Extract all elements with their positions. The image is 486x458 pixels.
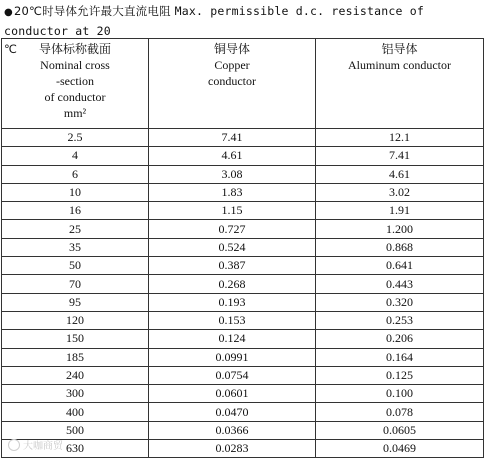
cell-section: 2.5 (2, 129, 149, 147)
cell-aluminum: 12.1 (316, 129, 484, 147)
cell-copper: 0.0991 (149, 348, 316, 366)
cell-aluminum: 1.91 (316, 202, 484, 220)
header-copper (149, 39, 316, 129)
table-row (2, 366, 484, 384)
cell-aluminum: 4.61 (316, 165, 484, 183)
cell-copper: 0.268 (149, 275, 316, 293)
caption-unit: ℃ (4, 42, 18, 56)
watermark-text: 大咖商贸 (23, 441, 63, 452)
cell-section: 70 (2, 275, 149, 293)
header-section-cn: 导体标称截面 (38, 42, 111, 56)
cell-copper: 0.0601 (149, 385, 316, 403)
table-row (2, 293, 484, 311)
cell-copper: 0.0283 (149, 440, 316, 458)
cell-aluminum: 1.200 (316, 220, 484, 238)
cell-aluminum: 0.100 (316, 385, 484, 403)
cell-aluminum: 0.253 (316, 311, 484, 329)
table-row (2, 330, 484, 348)
cell-section: 400 (2, 403, 149, 421)
cell-aluminum: 0.164 (316, 348, 484, 366)
cell-aluminum: 0.0469 (316, 440, 484, 458)
cell-section: 35 (2, 238, 149, 256)
table-row (2, 311, 484, 329)
table-row (2, 238, 484, 256)
cell-copper: 0.0470 (149, 403, 316, 421)
cell-aluminum: 7.41 (316, 147, 484, 165)
header-aluminum-cn: 铝导体 (381, 42, 418, 56)
table-row (2, 129, 484, 147)
header-copper-en: Copper conductor (208, 58, 256, 88)
cell-copper: 0.124 (149, 330, 316, 348)
cell-aluminum: 0.320 (316, 293, 484, 311)
cell-section: 4 (2, 147, 149, 165)
resistance-table (1, 38, 484, 458)
table-row (2, 202, 484, 220)
cell-section: 630 (2, 440, 149, 458)
table-row (2, 147, 484, 165)
cell-copper: 4.61 (149, 147, 316, 165)
cell-aluminum: 0.078 (316, 403, 484, 421)
cell-section: 50 (2, 257, 149, 275)
cell-copper: 0.387 (149, 257, 316, 275)
cell-copper: 3.08 (149, 165, 316, 183)
cell-section: 185 (2, 348, 149, 366)
cell-section: 6 (2, 165, 149, 183)
table-row (2, 385, 484, 403)
cell-copper: 0.0754 (149, 366, 316, 384)
cell-copper: 0.0366 (149, 421, 316, 439)
cell-copper: 0.727 (149, 220, 316, 238)
header-section-en: Nominal cross -section of conductor mm² (40, 58, 110, 120)
caption-english: Max. permissible d.c. resistance of conductor at 20 (4, 4, 424, 38)
cell-aluminum: 3.02 (316, 183, 484, 201)
cell-aluminum: 0.0605 (316, 421, 484, 439)
watermark (8, 437, 63, 452)
table-row (2, 165, 484, 183)
cell-copper: 7.41 (149, 129, 316, 147)
table-row (2, 440, 484, 458)
cell-section: 95 (2, 293, 149, 311)
table-body (2, 129, 484, 458)
cell-aluminum: 0.443 (316, 275, 484, 293)
table-row (2, 183, 484, 201)
cell-section: 500 (2, 421, 149, 439)
cell-section: 150 (2, 330, 149, 348)
table-row (2, 257, 484, 275)
header-aluminum-en: Aluminum conductor (348, 58, 451, 72)
cell-copper: 1.15 (149, 202, 316, 220)
cell-copper: 1.83 (149, 183, 316, 201)
caption-chinese: 20℃时导体允许最大直流电阻 (13, 4, 171, 18)
table-row (2, 275, 484, 293)
cell-copper: 0.193 (149, 293, 316, 311)
cell-aluminum: 0.206 (316, 330, 484, 348)
cell-section: 25 (2, 220, 149, 238)
cell-section: 240 (2, 366, 149, 384)
cell-aluminum: 0.868 (316, 238, 484, 256)
cell-section: 120 (2, 311, 149, 329)
cell-aluminum: 0.641 (316, 257, 484, 275)
header-aluminum (316, 39, 484, 129)
table-row (2, 403, 484, 421)
cell-section: 10 (2, 183, 149, 201)
table-row (2, 220, 484, 238)
cell-copper: 0.153 (149, 311, 316, 329)
watermark-logo-icon (8, 439, 20, 451)
header-section (2, 39, 149, 129)
cell-section: 16 (2, 202, 149, 220)
bullet-icon: ● (4, 7, 13, 18)
table-row (2, 348, 484, 366)
header-copper-cn: 铜导体 (213, 42, 250, 56)
cell-aluminum: 0.125 (316, 366, 484, 384)
header-row (2, 39, 484, 129)
cell-copper: 0.524 (149, 238, 316, 256)
table-row (2, 421, 484, 439)
cell-section: 300 (2, 385, 149, 403)
